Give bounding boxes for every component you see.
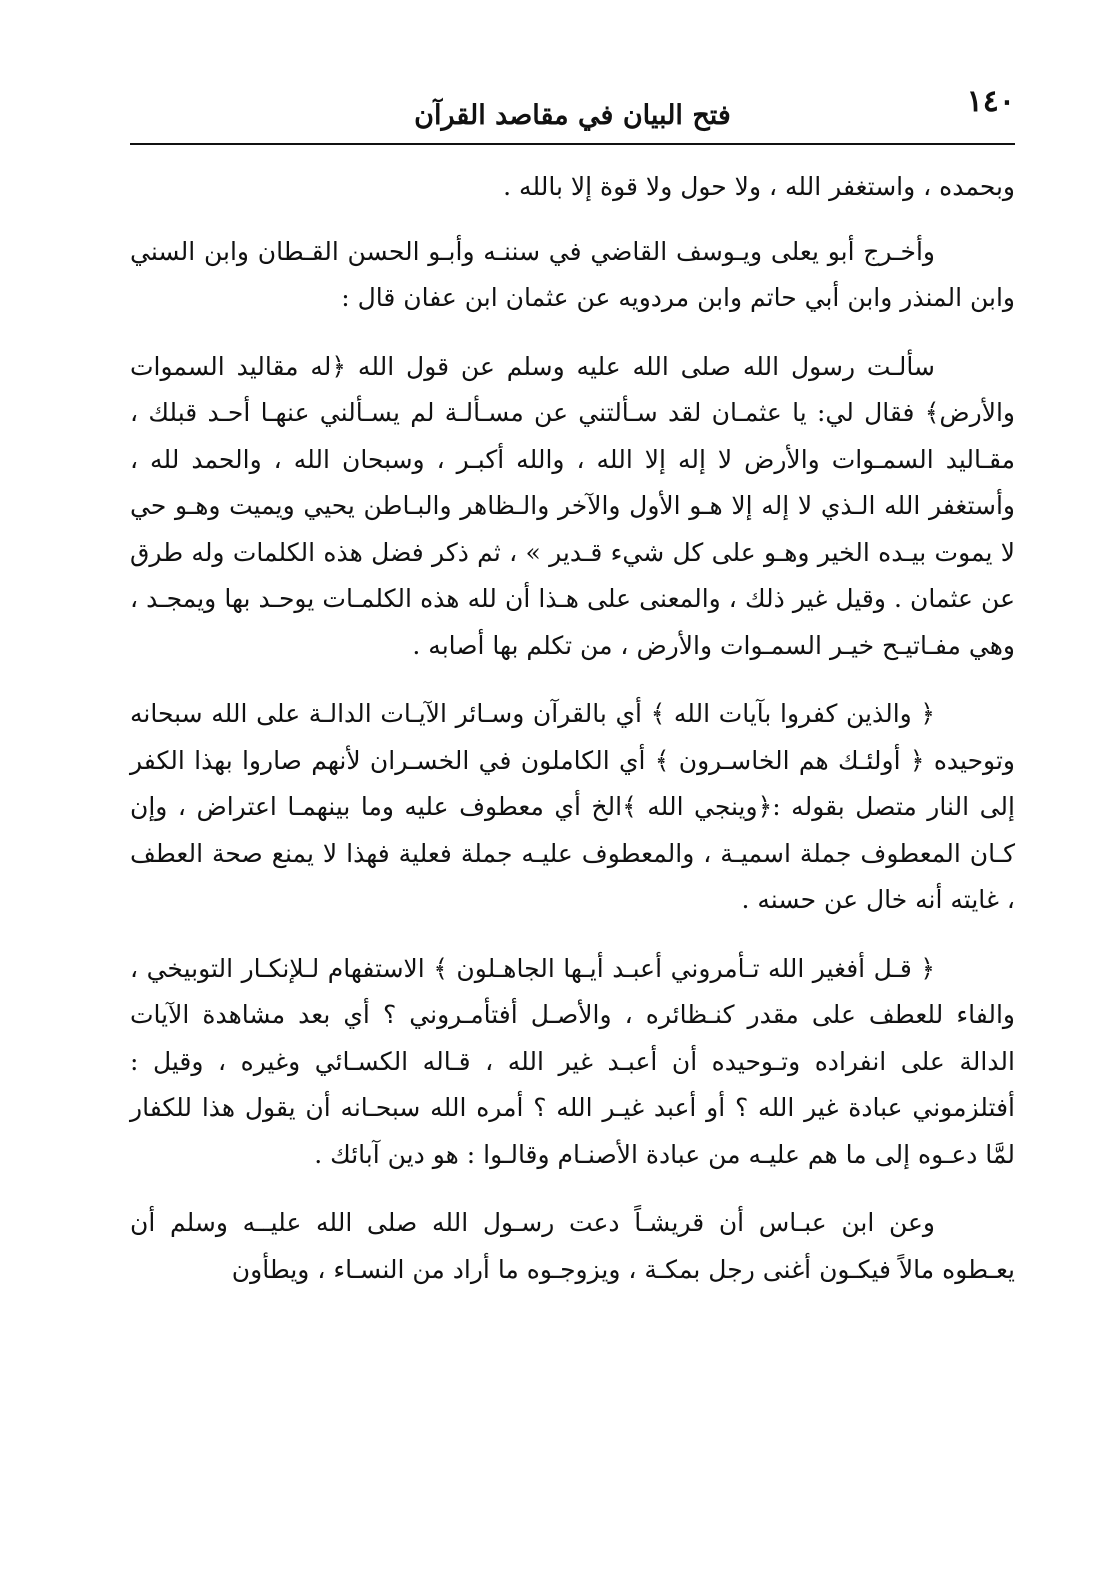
page-number: ١٤٠ [966,84,1015,119]
running-title: فتح البيان في مقاصد القرآن [414,100,731,131]
paragraph-3: سألـت رسول الله صلى الله عليه وسلم عن قول الله ﴿له مقاليد السموات والأرض﴾ فقال لي: يا عثمـان لقد سـألتني عن مسـألـة لم يسـألني عنهـا أحـد قبلك ، مقـاليد السمـوات والأرض لا إله إلا الله ، والله أكبـر ، وسبحان الله ، والحمد لله ، وأستغفر الله الـذي لا إله إلا هـو الأول والآخر والـظاهر والبـاطن يحيي ويميت وهـو حي لا يموت بيـده الخير وهـو على كل شيء قـدير » ، ثم ذكر فضل هذه الكلمات وله طرق عن عثمان . وقيل غير ذلك ، والمعنى على هـذا أن لله هذه الكلمـات يوحـد بها ويمجـد ، وهي مفـاتيـح خيـر السمـوات والأرض ، من تكلم بها أصابه . [130,351,1015,660]
paragraph-6: وعن ابن عبـاس أن قريشـاً دعت رسـول الله صلى الله عليــه وسلم أن يعـطوه مالاً فيكـون أغنى رجل بمكـة ، ويزوجـوه ما أراد من النسـاء ، ويطأون [130,1208,1015,1284]
header-divider [130,143,1015,145]
body-text [130,164,1015,1293]
paragraph-5: ﴿ قـل أفغير الله تـأمروني أعبـد أيـها الجاهـلون ﴾ الاستفهام لـلإنكـار التوبيخي ، والفاء للعطف على مقدر كنـظائره ، والأصـل أفتأمـروني ؟ أي بعد مشاهدة الآيات الدالة على انفراده وتـوحيده أن أعبـد غير الله ، قـاله الكسـائي وغيره ، وقيل : أفتلزموني عبادة غير الله ؟ أو أعبد غيـر الله ؟ أمره الله سبحـانه أن يقول هذا للكفار لمَّا دعـوه إلى ما هم عليـه من عبادة الأصنـام وقالـوا : هو دين آبائك . [130,953,1015,1169]
paragraph-2: وأخـرج أبو يعلى ويـوسف القاضي في سننـه وأبـو الحسن القـطان وابن السني وابن المنذر وابن أبي حاتم وابن مردويه عن عثمان ابن عفان قال : [130,236,1015,312]
paragraph-1: وبحمده ، واستغفر الله ، ولا حول ولا قوة إلا بالله . [503,172,1015,201]
page-header [130,78,1015,138]
paragraph-4: ﴿ والذين كفروا بآيات الله ﴾ أي بالقرآن وسـائر الآيـات الدالـة على الله سبحانه وتوحيده ﴿ أولئـك هم الخاسـرون ﴾ أي الكاملون في الخسـران لأنهم صاروا بهذا الكفر إلى النار متصل بقوله :﴿وينجي الله ﴾الخ أي معطوف عليه وما بينهمـا اعتراض ، وإن كـان المعطوف جملة اسميـة ، والمعطوف عليـه جملة فعلية فهذا لا يمنع صحة العطف ، غايته أنه خال عن حسنه . [130,699,1015,914]
